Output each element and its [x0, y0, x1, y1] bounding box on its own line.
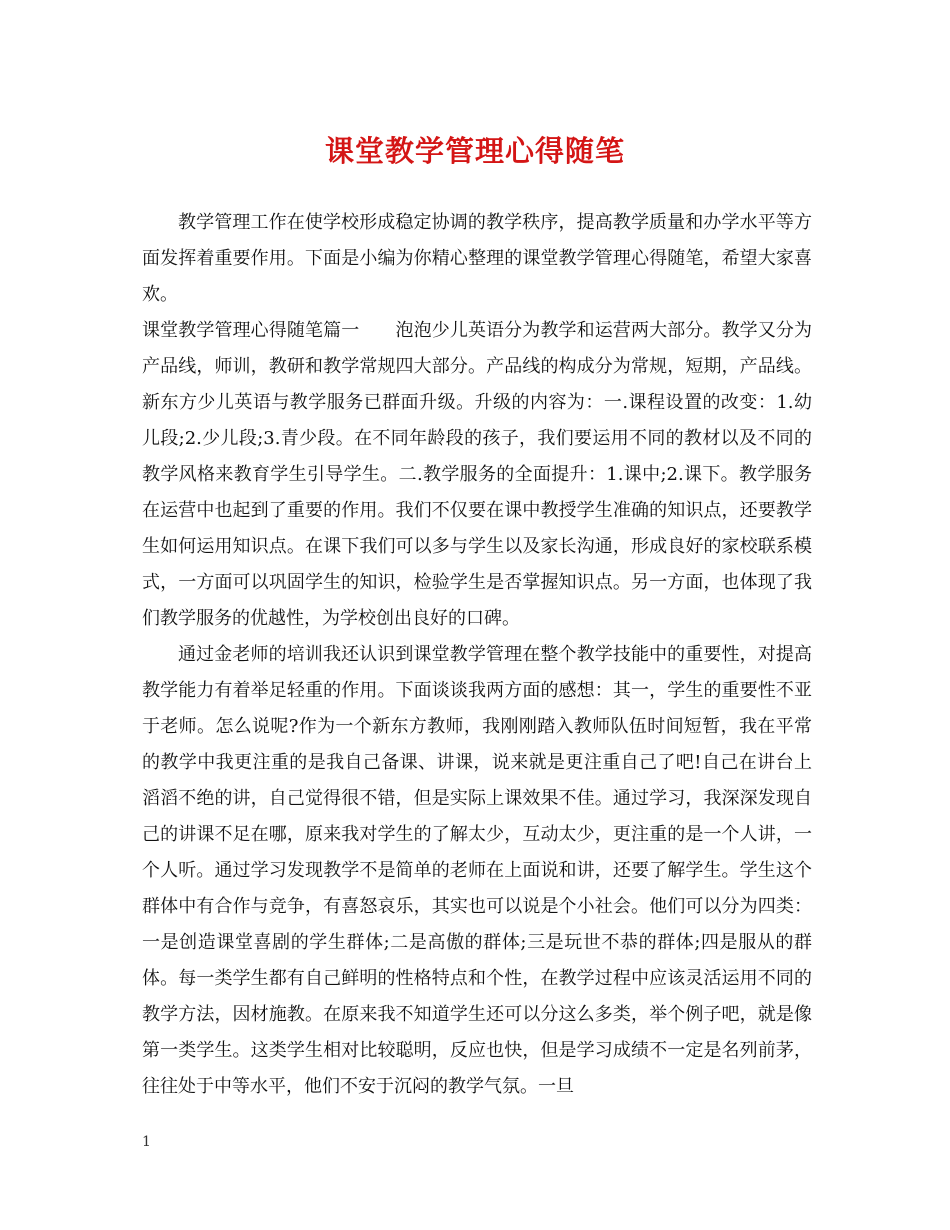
section-body-text: 泡泡少儿英语分为教学和运营两大部分。教学又分为产品线，师训，教研和教学常规四大部分。产品线的构成分为常规，短期，产品线。新东方少儿英语与教学服务已群面升级。升级的内容为：一.课程设置的改变：1.幼儿段;2.少儿段;3.青少段。在不同年龄段的孩子，我们要运用不同的教材以及不同的教学风格来教育学生引导学生。二.教学服务的全面提升：1.课中;2.课下。教学服务在运营中也起到了重要的作用。我们不仅要在课中教授学生准确的知识点，还要教学生如何运用知识点。在课下我们可以多与学生以及家长沟通，形成良好的家校联系模式，一方面可以巩固学生的知识，检验学生是否掌握知识点。另一方面，也体现了我们教学服务的优越性，为学校创出良好的口碑。: [142, 320, 813, 629]
document-title: 课堂教学管理心得随笔: [324, 134, 625, 168]
body-paragraph: 通过金老师的培训我还认识到课堂教学管理在整个教学技能中的重要性，对提高教学能力有着举足轻重的作用。下面谈谈我两方面的感想：其一，学生的重要性不亚于老师。怎么说呢?作为一个新东方教师，我刚刚踏入教师队伍时间短暂，我在平常的教学中我更注重的是我自己备课、讲课，说来就是更注重自己了吧!自己在讲台上滔滔不绝的讲，自己觉得很不错，但是实际上课效果不佳。通过学习，我深深发现自己的讲课不足在哪，原来我对学生的了解太少，互动太少，更注重的是一个人讲，一个人听。通过学习发现教学不是简单的老师在上面说和讲，还要了解学生。学生这个群体中有合作与竞争，有喜怒哀乐，其实也可以说是个小社会。他们可以分为四类：一是创造课堂喜剧的学生群体;二是高傲的群体;三是玩世不恭的群体;四是服从的群体。每一类学生都有自己鲜明的性格特点和个性，在教学过程中应该灵活运用不同的教学方法，因材施教。在原来我不知道学生还可以分这么多类，举个例子吧，就是像第一类学生。这类学生相对比较聪明，反应也快，但是学习成绩不一定是名列前茅，往往处于中等水平，他们不安于沉闷的教学气氛。一旦: [142, 644, 812, 1097]
page-number: 1: [142, 1134, 151, 1150]
intro-paragraph: 教学管理工作在使学校形成稳定协调的教学秩序，提高教学质量和办学水平等方面发挥着重要作用。下面是小编为你精心整理的课堂教学管理心得随笔，希望大家喜欢。: [142, 212, 812, 305]
section-heading: 课堂教学管理心得随笔篇一: [142, 320, 360, 341]
section-paragraph: [142, 313, 812, 637]
document-body: [142, 205, 812, 1105]
